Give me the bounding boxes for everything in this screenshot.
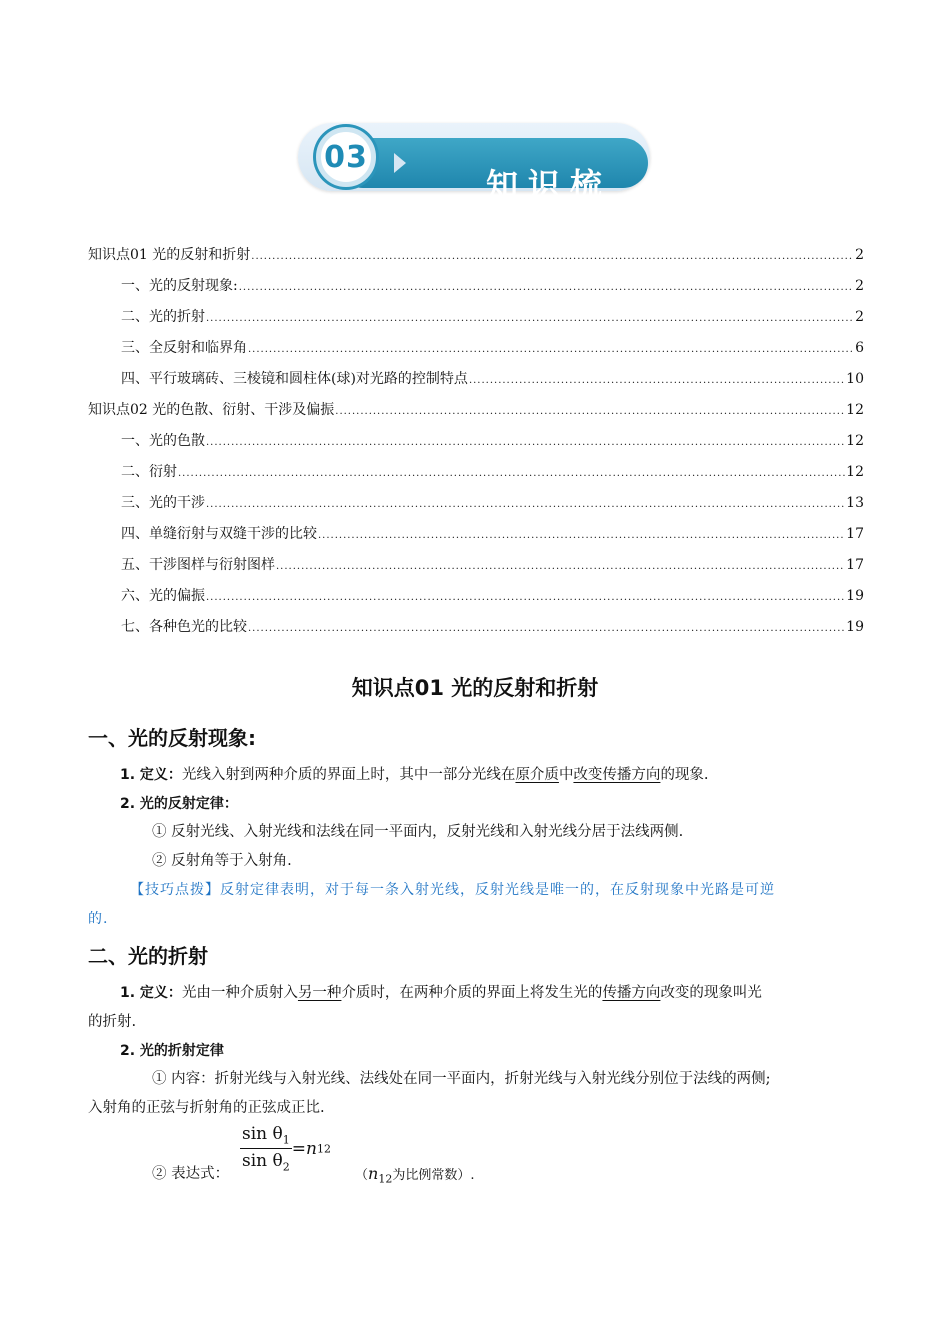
formula-denominator xyxy=(240,1149,292,1173)
reflection-def-text-c: 的现象. xyxy=(660,767,709,783)
toc-leader-dots xyxy=(248,613,845,644)
reflection-definition xyxy=(120,765,709,785)
section-title: 知识点01 光的反射和折射 xyxy=(351,676,599,700)
toc-entry-page: 2 xyxy=(855,278,864,294)
note-open-paren: （ xyxy=(355,1168,369,1183)
formula-numerator xyxy=(240,1124,292,1149)
toc-entry[interactable] xyxy=(88,550,864,581)
formula-n-subscript: 12 xyxy=(316,1142,331,1156)
banner-number: 03 xyxy=(324,139,368,175)
toc-entry[interactable] xyxy=(88,581,864,612)
banner-number-badge xyxy=(316,127,376,187)
toc-leader-dots xyxy=(248,334,854,365)
section-banner xyxy=(292,117,657,250)
reflection-law-1: ① 反射光线、入射光线和法线在同一平面内，反射光线和入射光线分居于法线两侧. xyxy=(152,824,684,840)
toc-entry-page: 19 xyxy=(846,619,864,635)
refraction-def-text-a: 光由一种介质射入 xyxy=(181,985,298,1001)
numerator-subscript: 1 xyxy=(282,1133,290,1147)
formula-fraction xyxy=(240,1124,292,1174)
toc-entry[interactable] xyxy=(88,271,864,302)
formula-equals: = xyxy=(291,1138,306,1159)
tip-line-2: 的. xyxy=(88,911,109,927)
toc-entry-title: 一、光的色散 xyxy=(121,433,205,449)
reflection-law-label: 2. 光的反射定律： xyxy=(120,796,238,812)
toc-entry-page: 13 xyxy=(846,495,864,511)
toc-leader-dots xyxy=(276,551,845,582)
toc-leader-dots xyxy=(318,520,845,551)
toc-leader-dots xyxy=(206,582,845,613)
formula-n: n xyxy=(306,1138,317,1159)
toc-entry-title: 六、光的偏振 xyxy=(121,588,205,604)
heading-reflection: 一、光的反射现象: xyxy=(88,726,256,750)
snell-formula xyxy=(240,1124,331,1174)
toc-entry[interactable] xyxy=(88,395,864,426)
toc-entry[interactable] xyxy=(88,612,864,643)
reflection-def-text-b: 中 xyxy=(558,767,574,783)
expression-label: ② 表达式： xyxy=(152,1166,230,1182)
note-n: n xyxy=(368,1164,379,1183)
banner-title: 知识梳理 xyxy=(486,166,613,250)
toc-entry-page: 2 xyxy=(855,309,864,325)
refraction-content-2: 入射角的正弦与折射角的正弦成正比. xyxy=(88,1100,325,1116)
toc-entry-page: 17 xyxy=(846,557,864,573)
toc-entry-page: 12 xyxy=(846,464,864,480)
refraction-def-underline-2: 传播方向 xyxy=(602,985,661,1001)
refraction-definition xyxy=(120,983,762,1003)
refraction-def-label: 1. 定义： xyxy=(120,985,182,1001)
note-text: 为比例常数）. xyxy=(392,1168,475,1183)
toc-entry-title: 四、单缝衍射与双缝干涉的比较 xyxy=(121,526,317,542)
toc-entry[interactable] xyxy=(88,457,864,488)
refraction-def-line-2: 的折射. xyxy=(88,1014,137,1030)
numerator-text: sin θ xyxy=(242,1124,283,1144)
toc-entry-page: 10 xyxy=(846,371,864,387)
toc-entry-title: 知识点02 光的色散、衍射、干涉及偏振 xyxy=(88,402,335,418)
reflection-def-underline-2: 改变传播方向 xyxy=(573,767,661,783)
toc-entry[interactable] xyxy=(88,364,864,395)
toc-leader-dots xyxy=(206,427,845,458)
toc-entry-title: 四、平行玻璃砖、三棱镜和圆柱体(球)对光路的控制特点 xyxy=(121,371,468,387)
toc-entry-title: 三、全反射和临界角 xyxy=(121,340,247,356)
toc-entry[interactable] xyxy=(88,519,864,550)
formula-note xyxy=(355,1164,474,1190)
toc-leader-dots xyxy=(239,272,854,303)
toc-entry-title: 二、衍射 xyxy=(121,464,177,480)
toc-entry-title: 一、光的反射现象: xyxy=(121,278,238,294)
toc-entry[interactable] xyxy=(88,488,864,519)
toc-entry-title: 三、光的干涉 xyxy=(121,495,205,511)
refraction-law-label: 2. 光的折射定律 xyxy=(120,1043,224,1059)
toc-leader-dots xyxy=(178,458,845,489)
tip-line-1: 【技巧点拨】反射定律表明，对于每一条入射光线，反射光线是唯一的，在反射现象中光路是可逆 xyxy=(130,882,775,898)
toc-entry-title: 知识点01 光的反射和折射 xyxy=(88,247,251,263)
toc-entry[interactable] xyxy=(88,333,864,364)
toc-entry-title: 二、光的折射 xyxy=(121,309,205,325)
banner-arrow-icon xyxy=(394,153,406,173)
toc-leader-dots xyxy=(335,396,845,427)
toc-entry[interactable] xyxy=(88,240,864,271)
toc-entry[interactable] xyxy=(88,426,864,457)
denominator-subscript: 2 xyxy=(282,1160,290,1174)
toc-leader-dots xyxy=(206,489,845,520)
denominator-text: sin θ xyxy=(242,1151,283,1172)
heading-refraction: 二、光的折射 xyxy=(88,944,208,968)
toc-entry-page: 19 xyxy=(846,588,864,604)
banner-bar xyxy=(338,138,648,250)
toc-entry-page: 12 xyxy=(846,433,864,449)
note-n-subscript: 12 xyxy=(378,1172,393,1186)
toc-entry-page: 2 xyxy=(855,247,864,263)
toc-entry-title: 五、干涉图样与衍射图样 xyxy=(121,557,275,573)
reflection-def-underline-1: 原介质 xyxy=(515,767,559,783)
toc-leader-dots xyxy=(469,365,845,396)
refraction-def-underline-1: 另一种 xyxy=(297,985,342,1001)
reflection-law-2: ② 反射角等于入射角. xyxy=(152,853,292,869)
toc-leader-dots xyxy=(251,241,854,272)
toc-entry[interactable] xyxy=(88,302,864,333)
toc-entry-title: 七、各种色光的比较 xyxy=(121,619,247,635)
reflection-def-label: 1. 定义： xyxy=(120,767,182,783)
toc-leader-dots xyxy=(206,303,854,334)
refraction-def-text-b: 介质时，在两种介质的界面上将发生光的 xyxy=(341,985,603,1001)
toc-entry-page: 12 xyxy=(846,402,864,418)
table-of-contents xyxy=(88,240,864,643)
refraction-content-1: ① 内容：折射光线与入射光线、法线处在同一平面内，折射光线与入射光线分别位于法线的两侧; xyxy=(152,1071,771,1087)
toc-entry-page: 6 xyxy=(855,340,864,356)
refraction-def-text-c: 改变的现象叫光 xyxy=(660,985,762,1001)
reflection-def-text-a: 光线入射到两种介质的界面上时，其中一部分光线在 xyxy=(181,767,516,783)
toc-entry-page: 17 xyxy=(846,526,864,542)
